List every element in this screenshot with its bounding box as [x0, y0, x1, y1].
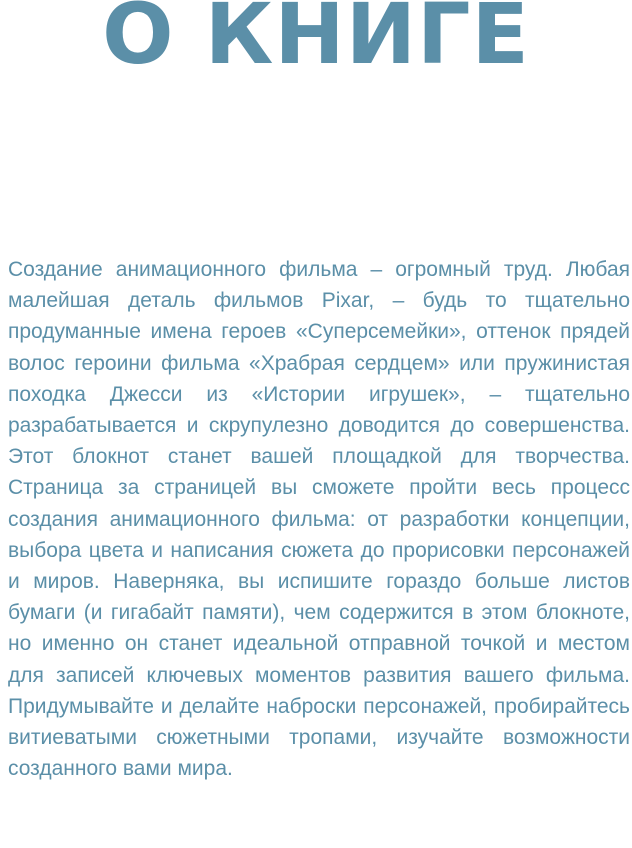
- page-title: О КНИГЕ: [102, 0, 530, 83]
- about-book-paragraph: Создание анимационного фильма – огромный труд. Любая малейшая деталь фильмов Pixar, – будь то тщательно продуманные имена героев «Суперсемейки», оттенок прядей волос героини фильма «Храбрая сердцем» или пружинистая походка Джесси из «Истории игрушек», – тщательно разрабатывается и скрупулезно доводится до совершенства. Этот блокнот станет вашей площадкой для творчества. Страница за страницей вы сможете пройти весь процесс создания анимационного фильма: от разработки концепции, выбора цвета и написания сюжета до прорисовки персонажей и миров. Наверняка, вы испишите гораздо больше листов бумаги (и гигабайт памяти), чем содержится в этом блокноте, но именно он станет идеальной отправной точкой и местом для записей ключевых моментов развития вашего фильма. Придумывайте и делайте наброски персонажей, пробирайтесь витиеватыми сюжетными тропами, изучайте возможности созданного вами мира.: [8, 258, 630, 781]
